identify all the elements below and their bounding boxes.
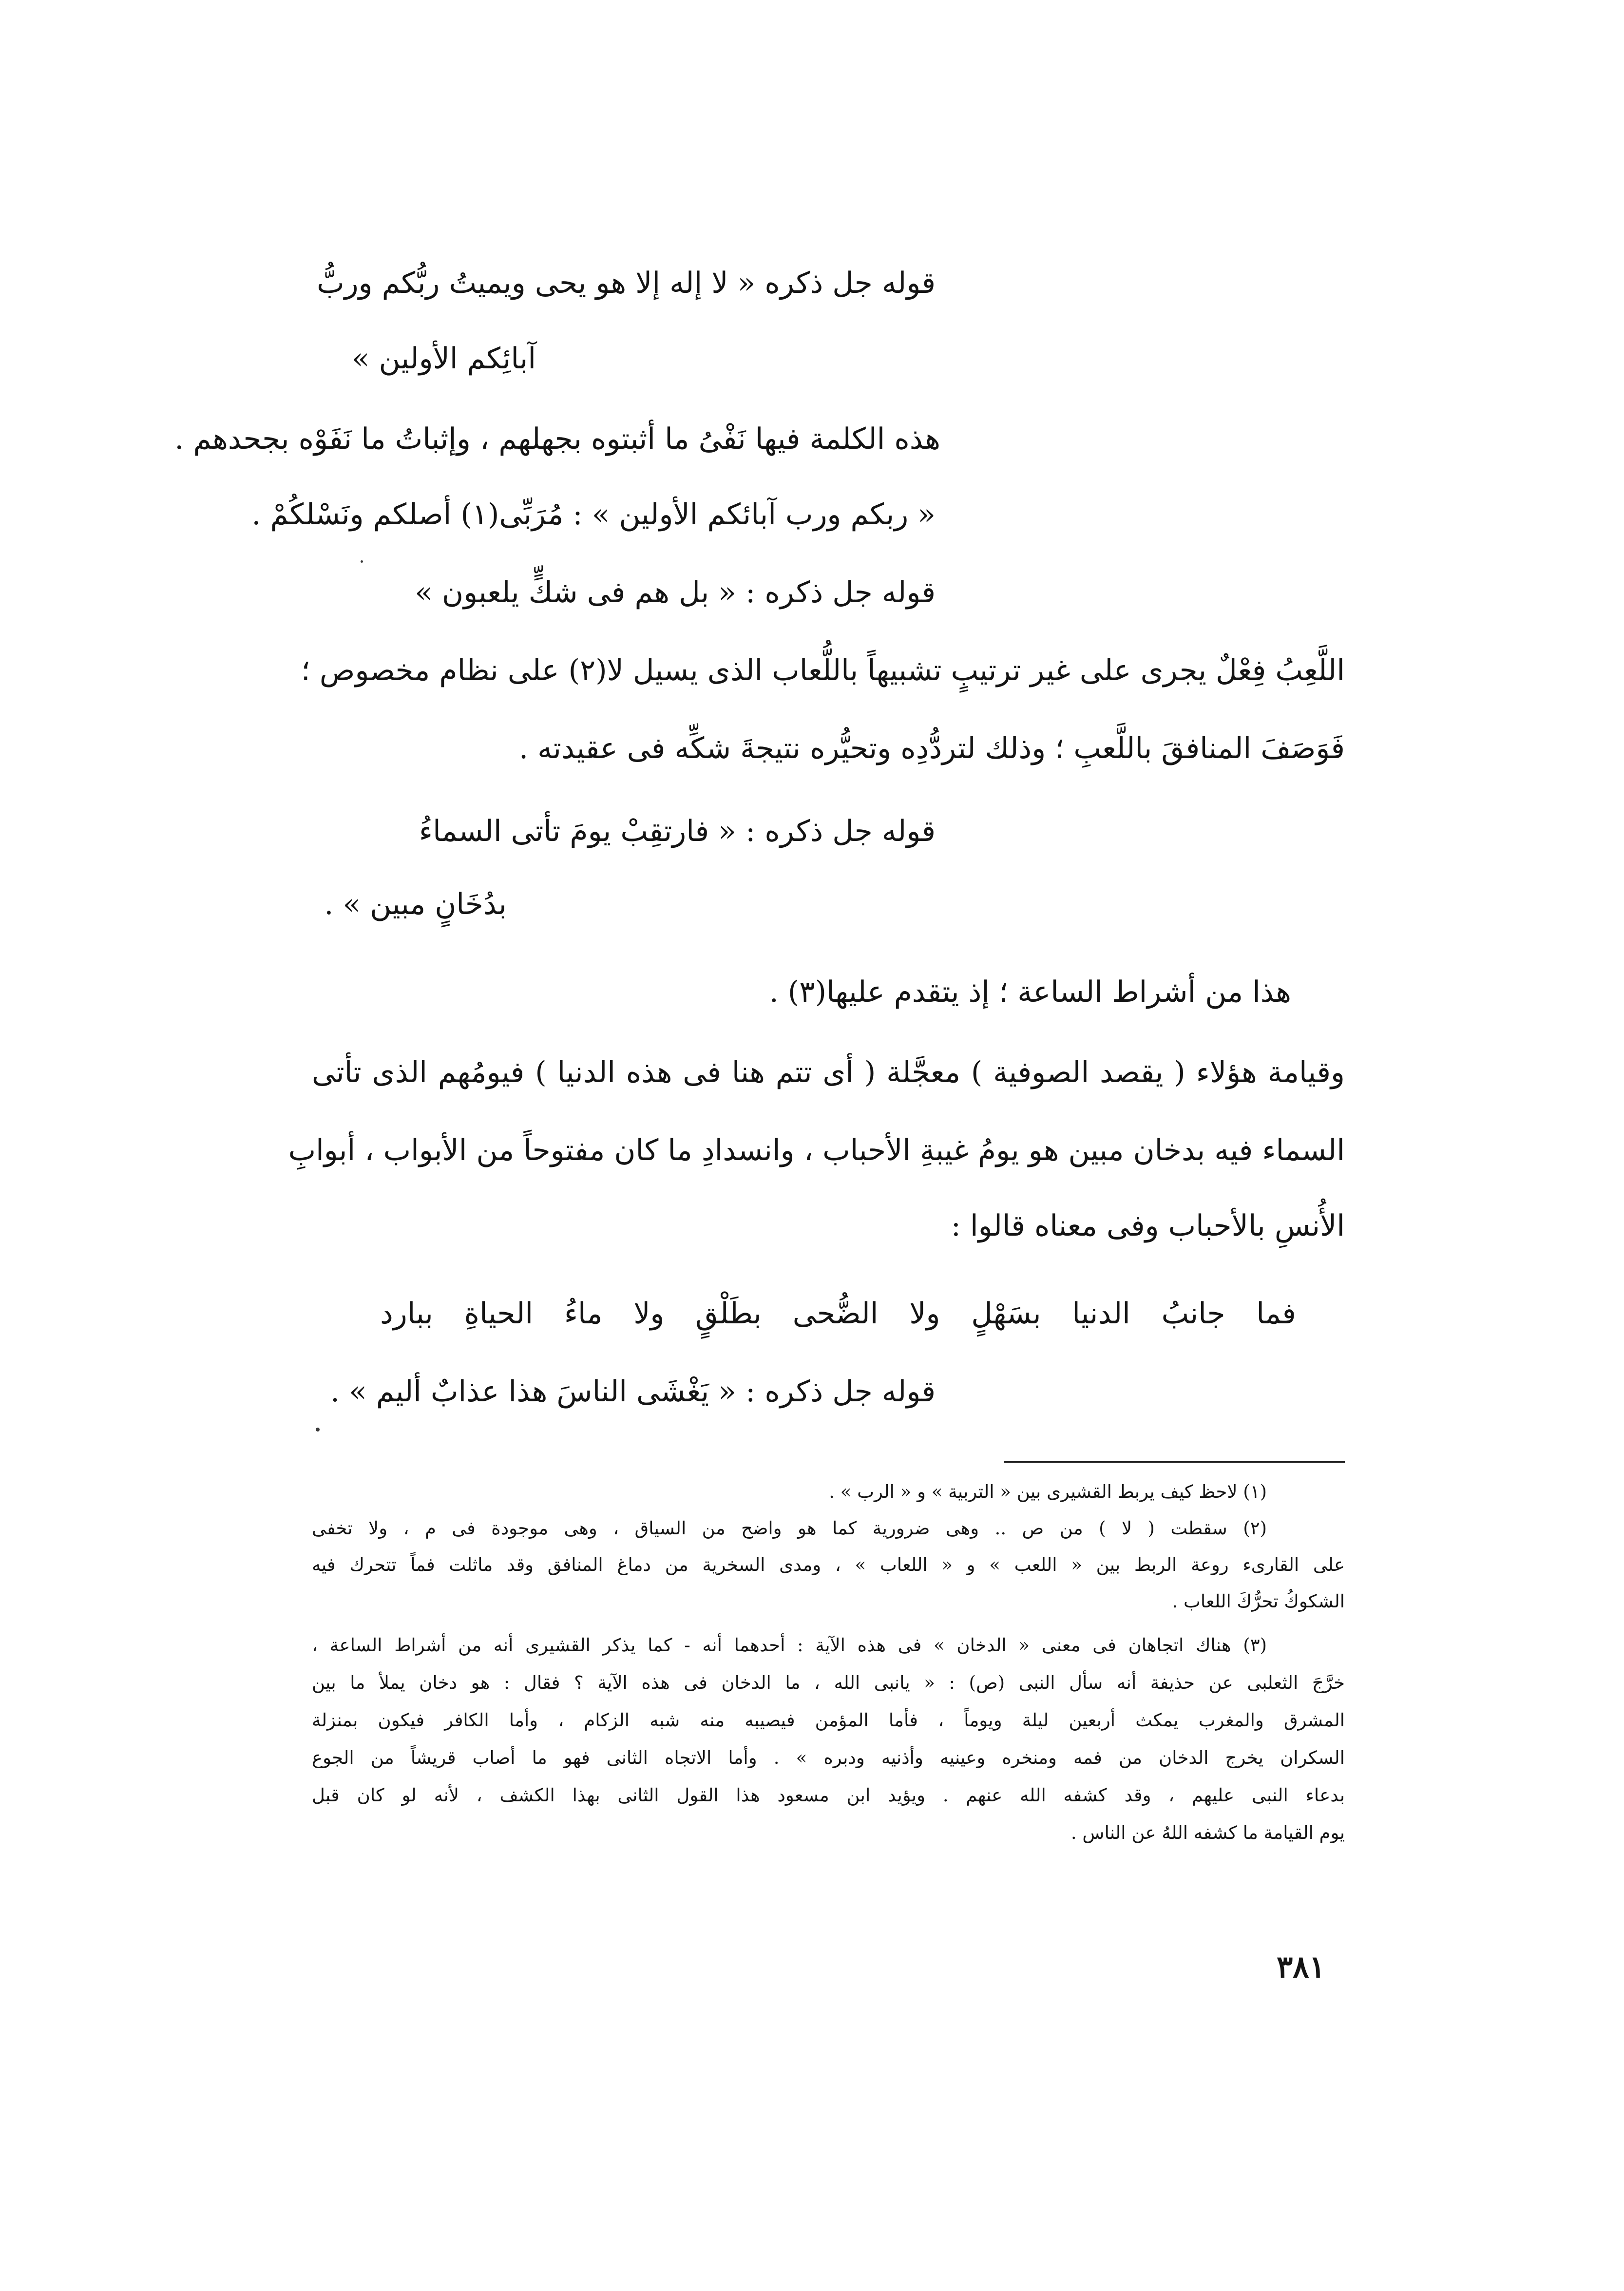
- footnote-2-line: (٢) سقطت ( لا ) من ص .. وهى ضرورية كما هو واضح من السياق ، وهى موجودة فى م ، ولا تخفى: [312, 1518, 1267, 1539]
- footnote-3-line: السكران يخرج الدخان من فمه ومنخره وعينيه وأذنيه ودبره » . وأما الاتجاه الثانى فهو ما أصاب قريشاً من الجوع: [312, 1747, 1345, 1768]
- ink-speck: [316, 1428, 320, 1432]
- quran-quote-line-1: قوله جل ذكره « لا إله إلا هو يحى ويميتُ ربُّكم وربُّ: [317, 266, 936, 300]
- quran-quote-line: بدُخَانٍ مبين » .: [324, 887, 507, 921]
- footnote-3-line: بدعاء النبى عليهم ، وقد كشفه الله عنهم . ويؤيد ابن مسعود هذا القول الثانى بهذا الكشف ، لأنه لو كان قبل: [312, 1785, 1345, 1806]
- footnote-3-line: خرَّجَ الثعلبى عن حذيفة أنه سأل النبى (ص) : « يانبى الله ، ما الدخان فى هذه الآية ؟ فقال : هو دخان يملأ ما بين: [312, 1672, 1345, 1693]
- footnote-3-line: المشرق والمغرب يمكث أربعين ليلة ويوماً ، فأما المؤمن فيصيبه منه شبه الزكام ، وأما الكافر فيكون بمنزلة: [312, 1710, 1345, 1731]
- quran-quote-line: قوله جل ذكره : « بل هم فى شكٍّ يلعبون »: [415, 575, 936, 610]
- quran-quote-line: قوله جل ذكره : « فارتقِبْ يومَ تأتى السماءُ: [419, 814, 936, 848]
- commentary-line: « ربكم ورب آبائكم الأولين » : مُرَبِّى(١) أصلكم ونَسْلكُمْ .: [251, 497, 936, 532]
- commentary-line: وقيامة هؤلاء ( يقصد الصوفية ) معجَّلة ( أى تتم هنا فى هذه الدنيا ) فيومُهم الذى تأتى: [312, 1055, 1345, 1089]
- footnote-2-line: على القارىء روعة الربط بين « اللعب » و « اللعاب » ، ومدى السخرية من دماغ المنافق وقد ماثلت فماً تتحرك فيه: [312, 1554, 1345, 1575]
- commentary-line: هذه الكلمة فيها نَفْىُ ما أثبتوه بجهلهم ، وإثباتُ ما نَفَوْه بجحدهم .: [174, 422, 940, 456]
- commentary-line: فَوَصَفَ المنافقَ باللَّعبِ ؛ وذلك لتردُّدِه وتحيُّره نتيجةَ شكِّه فى عقيدته .: [518, 731, 1345, 765]
- commentary-line: هذا من أشراط الساعة ؛ إذ يتقدم عليها(٣) .: [769, 975, 1291, 1009]
- footnote-separator: [1004, 1461, 1345, 1463]
- commentary-line: اللَّعِبُ فِعْلٌ يجرى على غير ترتيبٍ تشبيهاً باللُّعاب الذى يسيل لا(٢) على نظام مخصوص ؛: [301, 653, 1345, 687]
- commentary-line: السماء فيه بدخان مبين هو يومُ غيبةِ الأحباب ، وانسدادِ ما كان مفتوحاً من الأبواب ، أبوابِ: [288, 1133, 1345, 1167]
- footnote-3-line: يوم القيامة ما كشفه اللهُ عن الناس .: [1070, 1822, 1345, 1843]
- quran-quote-line-2: آبائِكم الأولين »: [351, 342, 536, 376]
- page-number: ٣٨١: [1277, 1949, 1325, 1985]
- footnote-2-line: الشكوكُ تحرُّكَ اللعاب .: [1172, 1591, 1345, 1612]
- poetry-verse: فما جانبُ الدنيا بسَهْلٍ ولا الضُّحى بطَلْقٍ ولا ماءُ الحياةِ ببارد: [380, 1297, 1296, 1331]
- ink-speck: [361, 560, 363, 563]
- footnote-3-line: (٣) هناك اتجاهان فى معنى « الدخان » فى هذه الآية : أحدهما أنه - كما يذكر القشيرى أنه من أشراط الساعة ،: [312, 1635, 1267, 1656]
- commentary-line: الأُنسِ بالأحباب وفى معناه قالوا :: [951, 1209, 1345, 1243]
- footnote-1: (١) لاحظ كيف يربط القشيرى بين « التربية » و « الرب » .: [829, 1481, 1267, 1502]
- quran-quote-line: قوله جل ذكره : « يَغْشَى الناسَ هذا عذابٌ أليم » .: [330, 1375, 936, 1409]
